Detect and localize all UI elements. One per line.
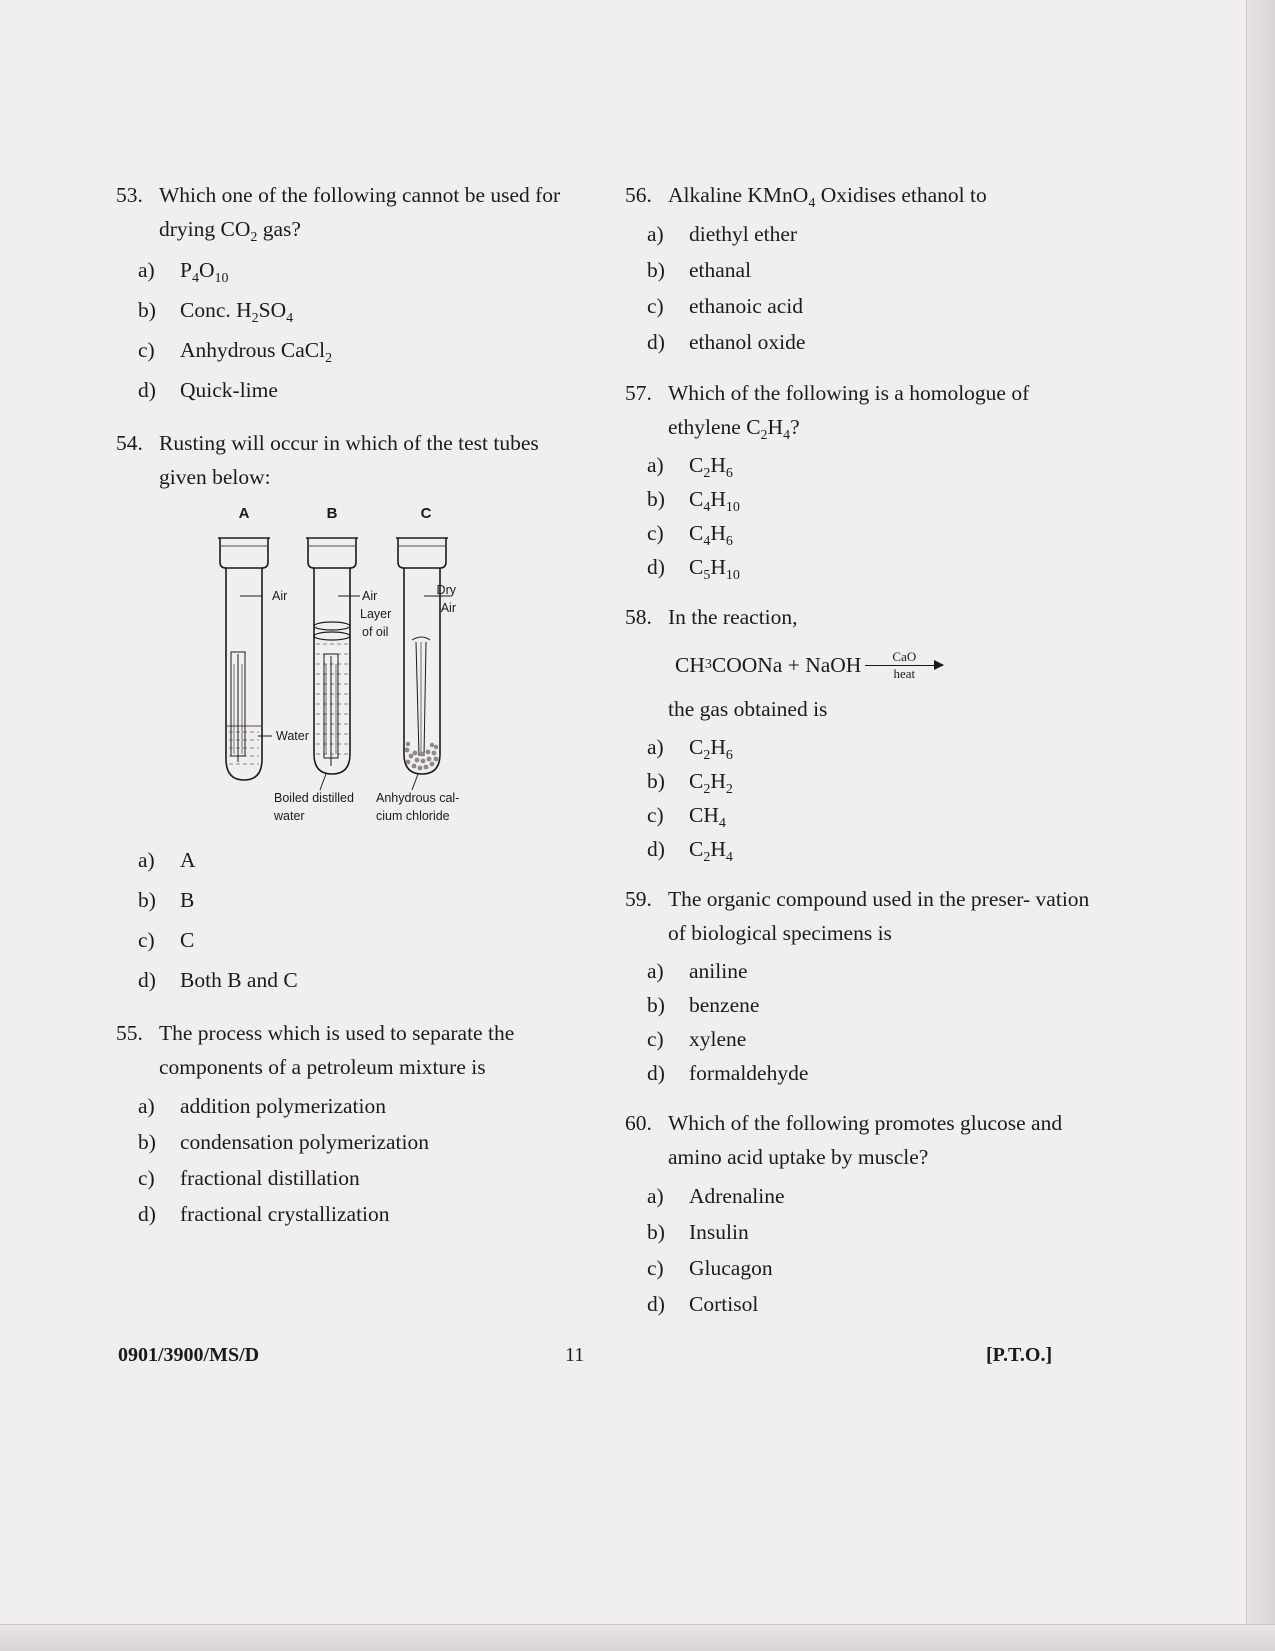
option-d: d) Cortisol xyxy=(647,1292,759,1316)
anhydrous-label: Anhydrous cal- xyxy=(376,791,460,805)
option-b: b) $C_2H_2$ xyxy=(647,769,733,797)
option-b: b) Insulin xyxy=(647,1220,749,1244)
option-b: b) ethanal xyxy=(647,258,752,282)
reaction-equation: CH 3 COONa + NaOH CaO heat xyxy=(675,648,1105,682)
question-text: In the reaction, xyxy=(668,605,798,629)
of-oil-label: of oil xyxy=(362,625,389,639)
tube-b-label: B xyxy=(326,505,338,522)
option-c: c) $CH_4$ xyxy=(647,803,726,831)
water-label: Water xyxy=(276,729,309,743)
option-a: a) Adrenaline xyxy=(647,1184,785,1208)
question-58 xyxy=(625,600,1105,866)
option-a: a) $P_4O_{10}$ xyxy=(138,258,229,286)
option-a: a) addition polymerization xyxy=(138,1094,386,1118)
option-d: d) Quick-lime xyxy=(138,378,278,402)
question-text: The organic compound used in the preser- vation of biological specimens is xyxy=(668,887,1090,945)
question-number: 60. xyxy=(625,1111,652,1135)
option-a: a) aniline xyxy=(647,959,748,983)
question-number: 55. xyxy=(116,1021,143,1045)
please-turn-over: [P.T.O.] xyxy=(986,1344,1053,1366)
right-column xyxy=(625,178,1105,1338)
page-edge-bottom xyxy=(0,1624,1275,1651)
option-a: a) diethyl ether xyxy=(647,222,798,246)
question-number: 53. xyxy=(116,183,143,207)
question-59 xyxy=(625,882,1105,1090)
option-c: c) Anhydrous CaCl$_2$ xyxy=(138,338,333,366)
layer-label: Layer xyxy=(360,607,392,621)
option-b: b) B xyxy=(138,888,195,912)
option-d: d) fractional crystallization xyxy=(138,1202,390,1226)
test-tubes-figure xyxy=(186,504,466,824)
option-a: a) A xyxy=(138,848,196,872)
air-label-a: Air xyxy=(272,589,288,603)
test-tube-diagram xyxy=(186,504,586,834)
page-number: 11 xyxy=(565,1344,585,1366)
question-text: The process which is used to separate the components of a petroleum mixture is xyxy=(159,1021,515,1079)
option-a: a) $C_2H_6$ xyxy=(647,453,733,481)
question-number: 56. xyxy=(625,183,652,207)
option-d: d) formaldehyde xyxy=(647,1061,809,1085)
option-b: b) benzene xyxy=(647,993,760,1017)
option-d: d) Both B and C xyxy=(138,968,298,992)
paper-code: 0901/3900/MS/D xyxy=(118,1344,260,1366)
option-c: c) ethanoic acid xyxy=(647,294,804,318)
option-c: c) xylene xyxy=(647,1027,747,1051)
anhydrous-label-2: cium chloride xyxy=(376,809,450,823)
tube-a xyxy=(218,538,272,780)
option-d: d) ethanol oxide xyxy=(647,330,806,354)
option-a: a) $C_2H_6$ xyxy=(647,735,733,763)
question-56 xyxy=(625,178,1105,360)
question-text: Which of the following is a homologue of ethylene $C_2H_4$? xyxy=(668,381,1030,443)
question-54 xyxy=(116,426,586,1000)
option-d: d) $C_2H_4$ xyxy=(647,837,733,865)
page-edge xyxy=(1246,0,1275,1651)
option-c: c) C xyxy=(138,928,195,952)
boiled-water-label: Boiled distilled xyxy=(274,791,354,805)
question-number: 59. xyxy=(625,887,652,911)
question-text-2: the gas obtained is xyxy=(668,697,828,721)
boiled-water-label-2: water xyxy=(274,809,305,823)
dry-label: Dry xyxy=(436,583,456,597)
question-number: 58. xyxy=(625,605,652,629)
option-c: c) fractional distillation xyxy=(138,1166,360,1190)
question-text: Which of the following promotes glucose and amino acid uptake by muscle? xyxy=(668,1111,1063,1169)
calcium-chloride-granules xyxy=(405,742,439,771)
question-57 xyxy=(625,376,1105,584)
question-60 xyxy=(625,1106,1105,1322)
question-text: Alkaline KMnO$_4$ Oxidises ethanol to xyxy=(668,183,987,211)
option-c: c) Glucagon xyxy=(647,1256,773,1280)
tube-a-label: A xyxy=(238,505,250,522)
air-label-b: Air xyxy=(362,589,378,603)
question-text: Which one of the following cannot be used for drying $CO_2$ gas? xyxy=(159,183,561,245)
question-55 xyxy=(116,1016,586,1232)
option-d: d) $C_5H_{10}$ xyxy=(647,555,740,583)
option-c: c) $C_4H_6$ xyxy=(647,521,733,549)
reaction-arrow: CaO heat xyxy=(865,650,943,681)
option-b: b) $C_4H_{10}$ xyxy=(647,487,740,515)
question-number: 54. xyxy=(116,431,143,455)
option-b: b) condensation polymerization xyxy=(138,1130,429,1154)
option-b: b) Conc. $H_2SO_4$ xyxy=(138,298,294,326)
question-53 xyxy=(116,178,586,410)
left-column xyxy=(116,178,586,1248)
question-text: Rusting will occur in which of the test tubes given below: xyxy=(159,431,539,489)
tube-c-label: C xyxy=(420,505,432,522)
question-number: 57. xyxy=(625,381,652,405)
tube-b xyxy=(306,538,360,790)
dry-air-label: Air xyxy=(440,601,456,615)
